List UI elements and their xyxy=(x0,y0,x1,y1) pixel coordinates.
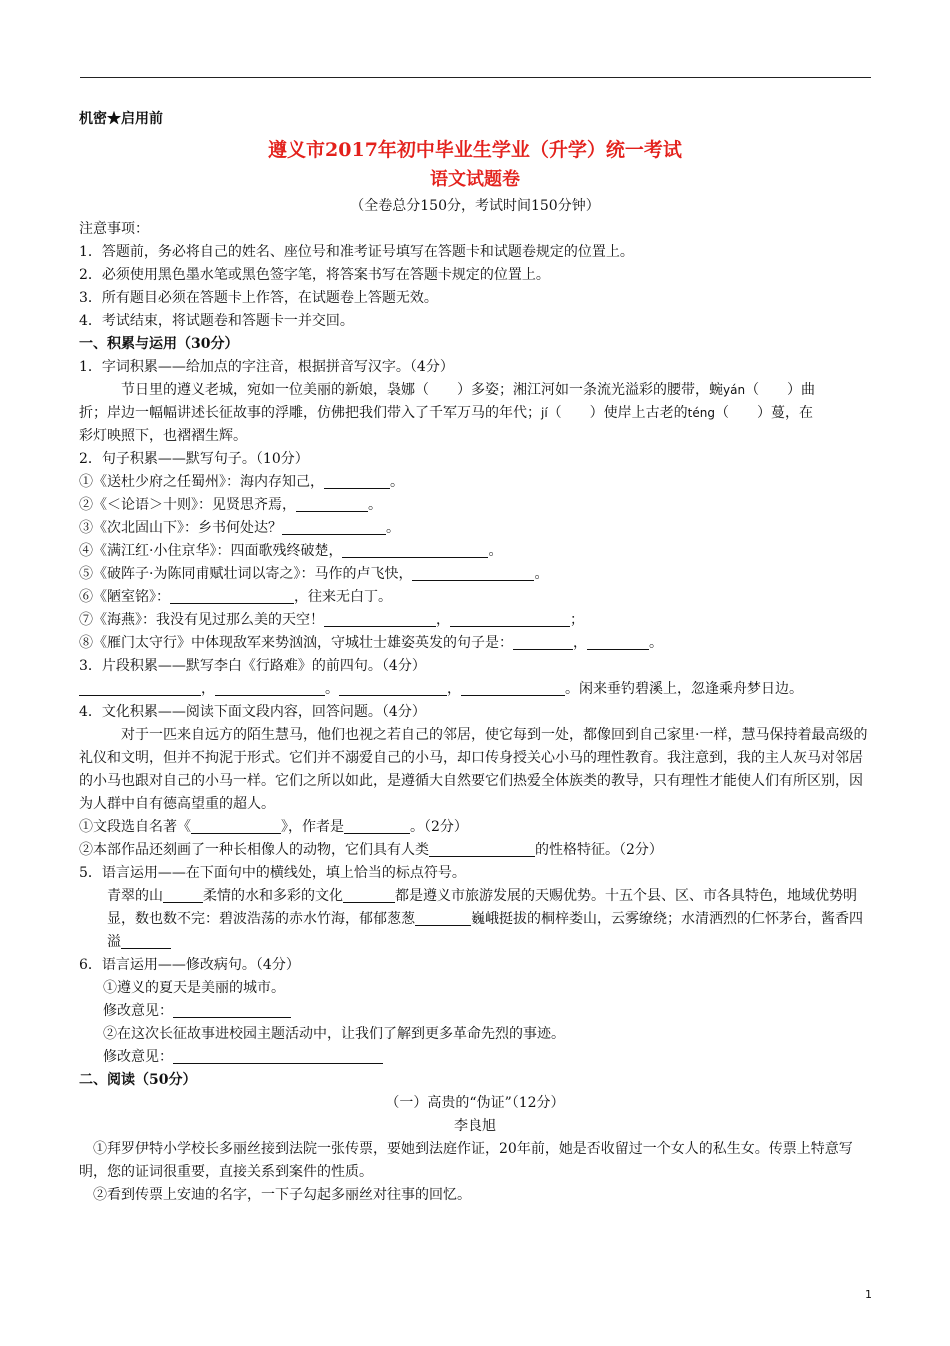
pinyin: yán xyxy=(723,383,746,397)
article-paragraph: ①拜罗伊特小学校长多丽丝接到法院一张传票，要她到法庭作证，20年前，她是否收留过一个女人的私生女。传票上特意写明，您的证词很重要，直接关系到案件的性质。 xyxy=(79,1141,853,1180)
answer-blank[interactable] xyxy=(173,1001,291,1018)
answer-blank[interactable] xyxy=(173,1047,383,1064)
q5-text: 巍峨挺拔的桐梓娄山，云雾缭绕；水清洒烈的仁怀茅台，酱香四溢 xyxy=(107,911,863,950)
q2-text: ⑤《破阵子·为陈同甫赋壮词以寄之》：马作的卢飞快， xyxy=(79,566,413,582)
answer-blank[interactable] xyxy=(121,932,171,949)
answer-blank[interactable] xyxy=(412,564,534,581)
q2-text: ①《送杜少府之任蜀州》：海内存知己， xyxy=(79,474,324,490)
q6-sentence-2: ②在这次长征故事进校园主题活动中，让我们了解到更多革命先烈的事迹。 xyxy=(103,1026,565,1042)
q3-text: ， xyxy=(447,681,461,697)
answer-blank[interactable] xyxy=(79,679,201,696)
answer-blank[interactable] xyxy=(429,840,535,857)
q1-stem: 1．字词积累——给加点的字注音，根据拼音写汉字。（4分） xyxy=(79,359,454,375)
note-item: 3．所有题目必须在答题卡上作答，在试题卷上答题无效。 xyxy=(79,290,438,306)
q6-fix-1 xyxy=(79,1000,871,1023)
q2-text: ， xyxy=(573,635,587,651)
page-number: 1 xyxy=(865,1288,872,1301)
answer-blank[interactable] xyxy=(343,886,395,903)
pinyin: téng xyxy=(687,406,715,420)
q4-text: 。（2分） xyxy=(410,819,468,835)
answer-blank[interactable] xyxy=(339,679,447,696)
q2-text: ⑥《陋室铭》： xyxy=(79,589,170,605)
note-item: 4．考试结束，将试题卷和答题卡一并交回。 xyxy=(79,313,354,329)
q2-text: ③《次北固山下》：乡书何处达？ xyxy=(79,520,282,536)
q1-text: 节日里的遵义老城，宛如一位美丽的新娘，袅娜（ ）多姿；湘江河如一条流光溢彩的腰带，蜿 xyxy=(121,382,723,398)
q5-stem: 5．语言运用——在下面句中的横线处，填上恰当的标点符号。 xyxy=(79,865,466,881)
article-paragraph: ②看到传票上安迪的名字，一下子勾起多丽丝对往事的回忆。 xyxy=(93,1187,471,1203)
q4-sub-question xyxy=(79,839,871,862)
answer-blank[interactable] xyxy=(450,610,570,627)
q6-fix-2 xyxy=(79,1046,871,1069)
q2-text: ，往来无白丁。 xyxy=(294,589,392,605)
q2-item xyxy=(79,517,871,540)
q3-text: ， xyxy=(201,681,215,697)
answer-blank[interactable] xyxy=(344,817,410,834)
answer-blank[interactable] xyxy=(170,587,294,604)
note-item: 2．必须使用黑色墨水笔或黑色签字笔，将答案书写在答题卡规定的位置上。 xyxy=(79,267,550,283)
q2-text: ， xyxy=(436,612,450,628)
q4-text: ②本部作品还刻画了一种长相像人的动物，它们具有人类 xyxy=(79,842,429,858)
q1-passage-line xyxy=(79,379,871,402)
q3-text: 。闲来垂钓碧溪上，忽逢乘舟梦日边。 xyxy=(565,681,803,697)
q2-text: ⑧《雁门太守行》中体现敌军来势汹汹，守城壮士雄姿英发的句子是： xyxy=(79,635,513,651)
q2-item xyxy=(79,471,871,494)
q6-stem: 6．语言运用——修改病句。（4分） xyxy=(79,957,300,973)
q2-item xyxy=(79,632,871,655)
exam-title: 遵义市2017年初中毕业生学业（升学）统一考试 xyxy=(268,139,682,161)
q5-text: 柔情的水和多彩的文化 xyxy=(203,888,343,904)
answer-blank[interactable] xyxy=(461,679,565,696)
q4-text: 》，作者是 xyxy=(281,819,344,835)
q2-item xyxy=(79,563,871,586)
score-time: （全卷总分150分，考试时间150分钟） xyxy=(350,198,600,214)
q4-text: 的性格特征。（2分） xyxy=(535,842,663,858)
q1-passage-line: 彩灯映照下，也褶褶生辉。 xyxy=(79,428,247,444)
note-item: 1．答题前，务必将自己的姓名、座位号和准考证号填写在答题卡和试题卷规定的位置上。 xyxy=(79,244,634,260)
q1-text: （ ）蔓，在 xyxy=(714,405,813,421)
q6-sentence-1: ①遵义的夏天是美丽的城市。 xyxy=(103,980,285,996)
header-rule xyxy=(80,77,871,78)
q5-text: 都是遵义市旅游发展的天赐优势。十五个县、区、市各具特色，地域优势明显，数也数不完：碧波浩荡的赤水竹海，郁郁葱葱 xyxy=(107,888,857,927)
q2-text: ⑦《海燕》：我没有见过那么美的天空！ xyxy=(79,612,324,628)
q5-text: 青翠的山 xyxy=(107,888,163,904)
answer-blank[interactable] xyxy=(282,518,386,535)
confidential-mark: 机密★启用前 xyxy=(79,111,163,127)
q2-text: 。 xyxy=(368,497,382,513)
q2-text: 。 xyxy=(649,635,663,651)
q2-text: ②《＜论语＞十则》：见贤思齐焉， xyxy=(79,497,296,513)
q2-item xyxy=(79,494,871,517)
notes-heading: 注意事项： xyxy=(79,221,149,237)
q1-text: （ ）使岸上古老的 xyxy=(547,405,688,421)
answer-blank[interactable] xyxy=(342,541,488,558)
q2-stem: 2．句子积累——默写句子。（10分） xyxy=(79,451,309,467)
q2-text: 。 xyxy=(488,543,503,559)
q2-text: 。 xyxy=(534,566,549,582)
pinyin: jí xyxy=(541,406,548,420)
q2-text: ④《满江红·小住京华》：四面歌残终破楚， xyxy=(79,543,343,559)
q3-answer-line xyxy=(79,678,871,701)
q6-text: 修改意见： xyxy=(103,1003,173,1019)
section-heading-2: 二、阅读（50分） xyxy=(79,1072,197,1088)
section-heading-1: 一、积累与运用（30分） xyxy=(79,336,239,352)
q3-stem: 3．片段积累——默写李白《行路难》的前四句。（4分） xyxy=(79,658,426,674)
answer-blank[interactable] xyxy=(513,633,573,650)
answer-blank[interactable] xyxy=(324,610,436,627)
article-author: 李良旭 xyxy=(454,1118,496,1134)
exam-subtitle: 语文试题卷 xyxy=(430,169,520,190)
q1-text: （ ）曲 xyxy=(745,382,816,398)
q2-item xyxy=(79,540,871,563)
q4-stem: 4．文化积累——阅读下面文段内容，回答问题。（4分） xyxy=(79,704,426,720)
answer-blank[interactable] xyxy=(163,886,203,903)
q4-text: ①文段选自名著《 xyxy=(79,819,191,835)
q4-passage: 对于一匹来自远方的陌生慧马，他们也视之若自己的邻居，使它每到一处，都像回到自己家里·一样，慧马保持着最高级的礼仪和文明，但并不拘泥于形式。它们并不溺爱自己的小马，却口传身授关心小马的理性教育。我注意到，我的主人灰马对邻居的小马也跟对自己的小马一样。它们之所以如此，是遵循大自然要它们热爱全体族类的教导，只有理性才能使人们有所区别，因为人群中自有德高望重的超人。 xyxy=(79,727,868,812)
q5-passage xyxy=(79,885,871,954)
answer-blank[interactable] xyxy=(215,679,325,696)
answer-blank[interactable] xyxy=(324,472,390,489)
q6-text: 修改意见： xyxy=(103,1049,173,1065)
answer-blank[interactable] xyxy=(296,495,368,512)
answer-blank[interactable] xyxy=(415,909,471,926)
q1-text: 折；岸边一幅幅讲述长征故事的浮雕，仿佛把我们带入了千军万马的年代； xyxy=(79,405,541,421)
q2-item xyxy=(79,586,871,609)
q2-item xyxy=(79,609,871,632)
q4-sub-question xyxy=(79,816,871,839)
answer-blank[interactable] xyxy=(587,633,649,650)
q2-text: ； xyxy=(570,612,584,628)
q1-passage-line xyxy=(79,402,871,425)
q2-text: 。 xyxy=(390,474,404,490)
q3-text: 。 xyxy=(325,681,339,697)
answer-blank[interactable] xyxy=(191,817,281,834)
exam-page xyxy=(79,108,871,1207)
article-title: （一）高贵的“伪证”（12分） xyxy=(385,1095,565,1111)
q2-text: 。 xyxy=(386,520,400,536)
